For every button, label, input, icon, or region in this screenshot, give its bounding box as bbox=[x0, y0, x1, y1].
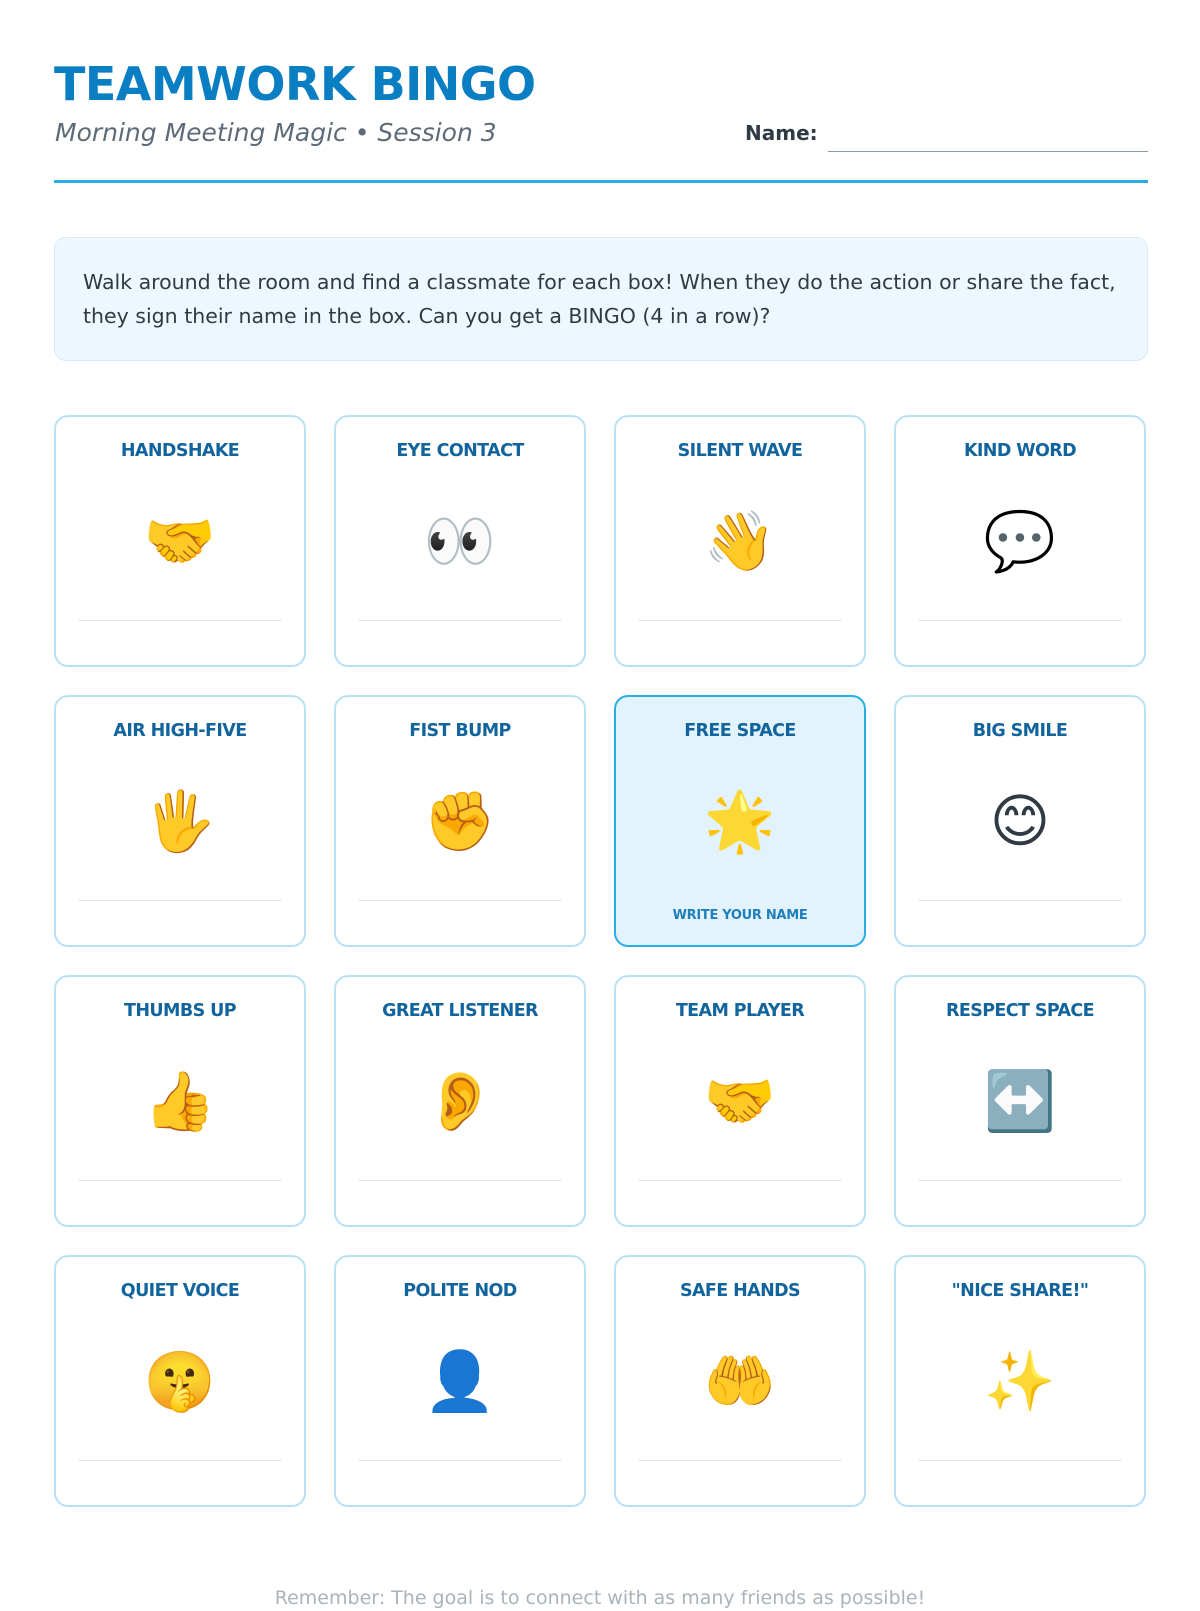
signature-line bbox=[358, 620, 562, 621]
bingo-cell[interactable] bbox=[334, 975, 586, 1227]
eyes-icon: 👀 bbox=[423, 507, 497, 575]
signature-line bbox=[358, 1180, 562, 1181]
handshake-icon: 🤝 bbox=[703, 1067, 777, 1135]
cell-label: KIND WORD bbox=[963, 441, 1077, 461]
thumbs-up-icon: 👍 bbox=[143, 1067, 217, 1135]
bingo-cell[interactable] bbox=[334, 1255, 586, 1507]
glowing-star-icon: 🌟 bbox=[703, 787, 777, 855]
cell-label: AIR HIGH-FIVE bbox=[113, 721, 247, 741]
cell-label: FIST BUMP bbox=[409, 721, 511, 741]
cell-label: SILENT WAVE bbox=[677, 441, 803, 461]
ear-icon: 👂 bbox=[423, 1067, 497, 1135]
bingo-cell[interactable] bbox=[614, 415, 866, 667]
cell-label: QUIET VOICE bbox=[120, 1281, 240, 1301]
header-divider bbox=[54, 180, 1148, 183]
cell-label: GREAT LISTENER bbox=[382, 1001, 538, 1021]
cell-label: HANDSHAKE bbox=[120, 441, 240, 461]
person-silhouette-icon: 👤 bbox=[423, 1347, 497, 1415]
free-space-note: WRITE YOUR NAME bbox=[672, 908, 808, 923]
bingo-cell[interactable] bbox=[54, 415, 306, 667]
signature-line bbox=[78, 900, 282, 901]
instructions-text: Walk around the room and find a classmate for each box! When they do the action or share the fact, they sign their name in the box. Can you get a BINGO (4 in a row)? bbox=[83, 270, 1116, 328]
bingo-cell[interactable] bbox=[334, 695, 586, 947]
signature-line bbox=[918, 900, 1122, 901]
fist-icon: ✊ bbox=[423, 787, 497, 855]
signature-line bbox=[78, 620, 282, 621]
handshake-icon: 🤝 bbox=[143, 507, 217, 575]
cell-label: EYE CONTACT bbox=[396, 441, 524, 461]
left-right-arrow-icon: ↔️ bbox=[983, 1067, 1057, 1135]
signature-line bbox=[918, 620, 1122, 621]
signature-line bbox=[918, 1460, 1122, 1461]
cell-label: RESPECT SPACE bbox=[945, 1001, 1095, 1021]
smiling-face-icon: 😊 bbox=[989, 787, 1051, 855]
page-subtitle: Morning Meeting Magic • Session 3 bbox=[55, 118, 497, 147]
bingo-cell[interactable] bbox=[614, 975, 866, 1227]
shushing-face-icon: 🤫 bbox=[143, 1347, 217, 1415]
cell-label: FREE SPACE bbox=[684, 721, 796, 741]
page-title: TEAMWORK BINGO bbox=[54, 57, 536, 111]
waving-hand-icon: 👋 bbox=[703, 507, 777, 575]
signature-line bbox=[358, 1460, 562, 1461]
bingo-cell[interactable] bbox=[334, 415, 586, 667]
signature-line bbox=[918, 1180, 1122, 1181]
open-palms-icon: 🤲 bbox=[703, 1347, 777, 1415]
bingo-cell[interactable] bbox=[894, 975, 1146, 1227]
bingo-cell[interactable] bbox=[54, 975, 306, 1227]
name-label: Name: bbox=[745, 121, 818, 145]
cell-label: BIG SMILE bbox=[972, 721, 1068, 741]
bingo-cell[interactable] bbox=[614, 1255, 866, 1507]
cell-label: THUMBS UP bbox=[124, 1001, 236, 1021]
signature-line bbox=[78, 1460, 282, 1461]
free-space-cell[interactable] bbox=[614, 695, 866, 947]
speech-bubble-icon: 💬 bbox=[983, 507, 1057, 575]
cell-label: "NICE SHARE!" bbox=[951, 1281, 1089, 1301]
signature-line bbox=[638, 1180, 842, 1181]
bingo-cell[interactable] bbox=[894, 415, 1146, 667]
bingo-cell[interactable] bbox=[54, 1255, 306, 1507]
sparkles-icon: ✨ bbox=[983, 1347, 1057, 1415]
signature-line bbox=[78, 1180, 282, 1181]
bingo-cell[interactable] bbox=[894, 1255, 1146, 1507]
footer-note: Remember: The goal is to connect with as many friends as possible! bbox=[274, 1587, 926, 1609]
instructions-box bbox=[54, 237, 1148, 361]
raised-hand-icon: 🖐️ bbox=[143, 787, 217, 855]
cell-label: TEAM PLAYER bbox=[675, 1001, 805, 1021]
bingo-cell[interactable] bbox=[54, 695, 306, 947]
bingo-cell[interactable] bbox=[894, 695, 1146, 947]
name-field[interactable] bbox=[828, 118, 1148, 152]
bingo-grid bbox=[54, 415, 1148, 1507]
cell-label: SAFE HANDS bbox=[679, 1281, 801, 1301]
cell-label: POLITE NOD bbox=[403, 1281, 517, 1301]
signature-line bbox=[638, 620, 842, 621]
signature-line bbox=[638, 1460, 842, 1461]
signature-line bbox=[358, 900, 562, 901]
